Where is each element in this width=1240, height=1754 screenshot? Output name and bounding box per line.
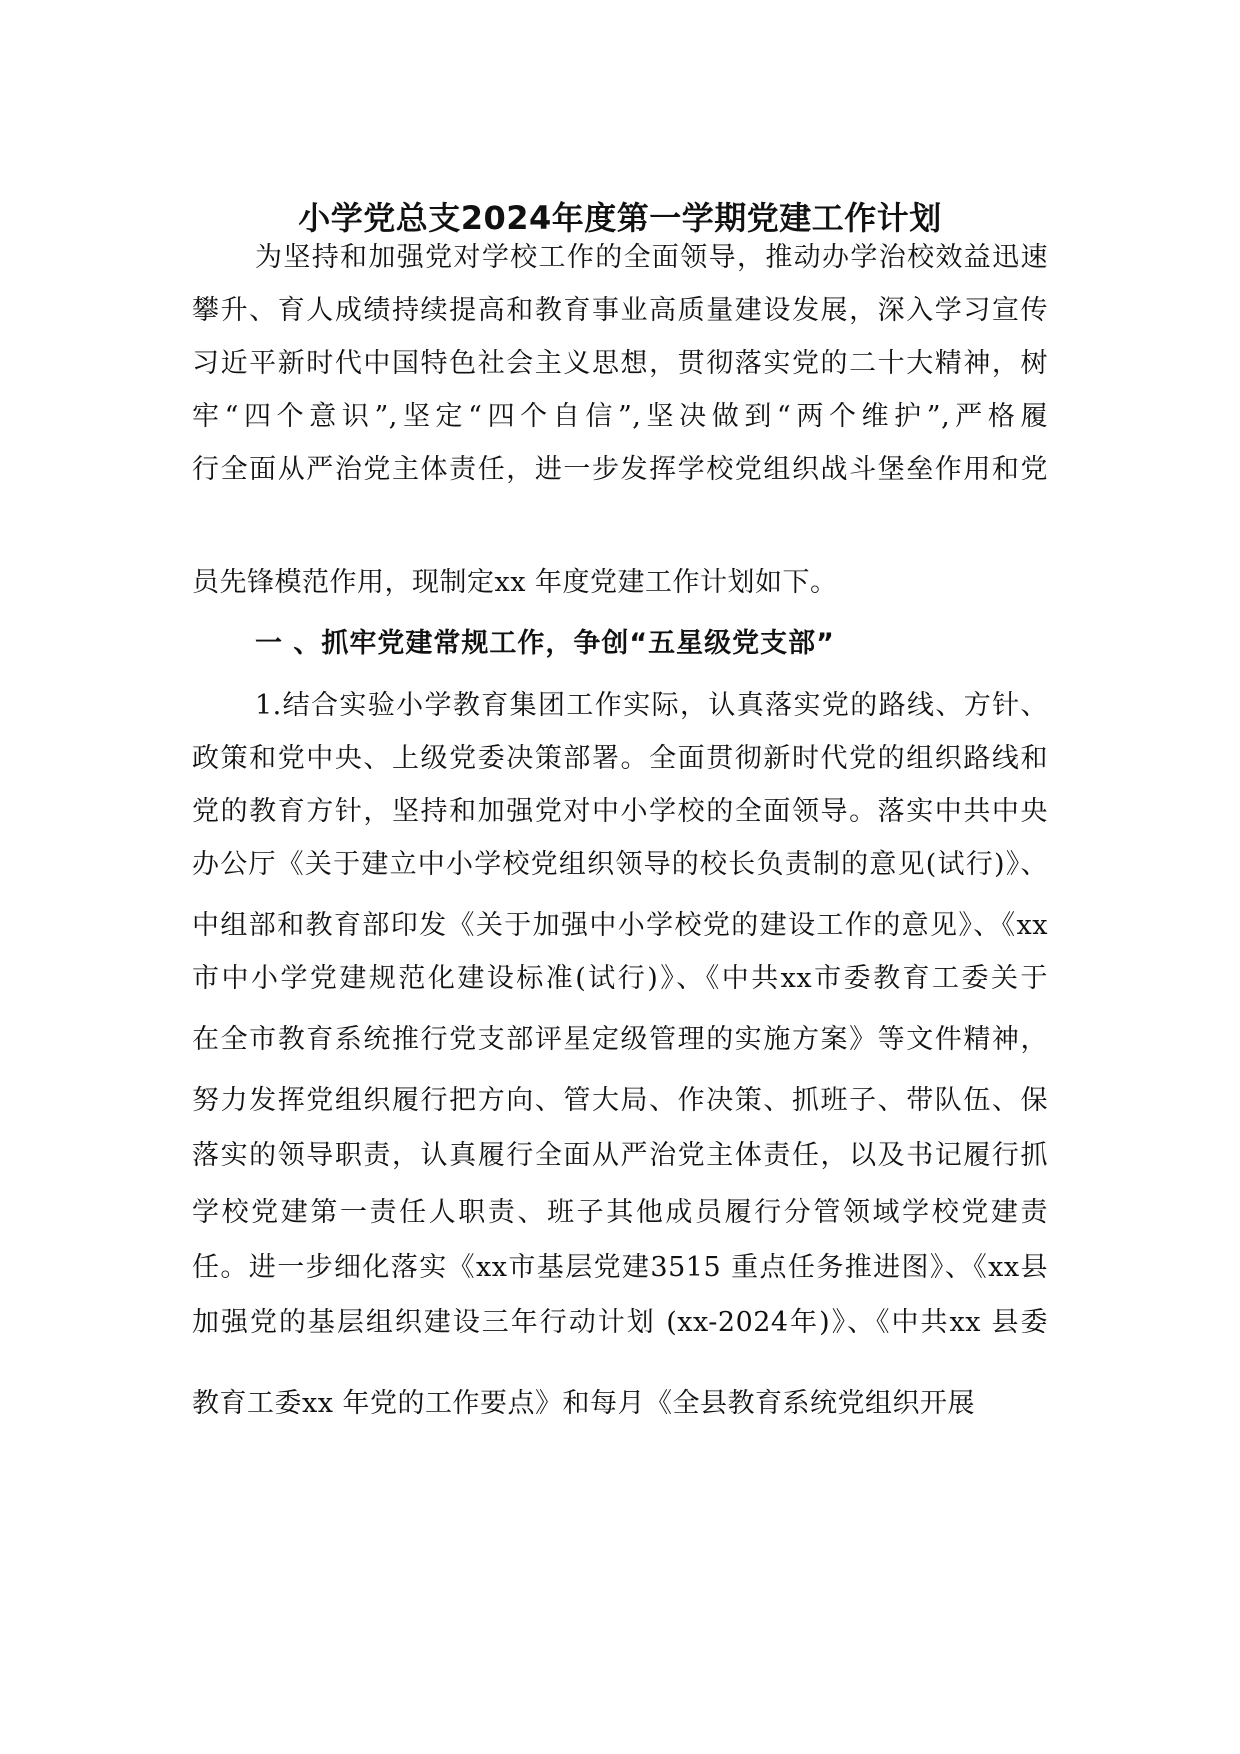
intro-line: 牢“四个意识”,坚定“四个自信”,坚决做到“两个维护”,严格履 xyxy=(192,401,1048,432)
section-heading: 一 、抓牢党建常规工作，争创“五星级党支部” xyxy=(255,628,835,659)
paragraph-line: 任。进一步细化落实《xx市基层党建3515 重点任务推进图》、《xx县 xyxy=(192,1252,1048,1283)
intro-line: 为坚持和加强党对学校工作的全面领导，推动办学治校效益迅速 xyxy=(255,242,1048,273)
paragraph-line: 落实的领导职责，认真履行全面从严治党主体责任，以及书记履行抓 xyxy=(192,1140,1048,1171)
intro-line: 攀升、育人成绩持续提高和教育事业高质量建设发展，深入学习宣传 xyxy=(192,295,1048,326)
intro-line: 习近平新时代中国特色社会主义思想，贯彻落实党的二十大精神，树 xyxy=(192,348,1048,379)
paragraph-line: 办公厅《关于建立中小学校党组织领导的校长负责制的意见(试行)》、 xyxy=(192,849,1048,880)
paragraph-line: 党的教育方针，坚持和加强党对中小学校的全面领导。落实中共中央 xyxy=(192,796,1048,827)
paragraph-line: 教育工委xx 年党的工作要点》和每月《全县教育系统党组织开展 xyxy=(192,1388,976,1419)
paragraph-line: 加强党的基层组织建设三年行动计划 (xx-2024年)》、《中共xx 县委 xyxy=(192,1307,1048,1338)
intro-line: 行全面从严治党主体责任，进一步发挥学校党组织战斗堡垒作用和党 xyxy=(192,454,1048,485)
paragraph-line: 学校党建第一责任人职责、班子其他成员履行分管领域学校党建责 xyxy=(192,1197,1048,1228)
paragraph-line: 中组部和教育部印发《关于加强中小学校党的建设工作的意见》、《xx xyxy=(192,910,1048,941)
paragraph-line: 1.结合实验小学教育集团工作实际，认真落实党的路线、方针、 xyxy=(255,690,1048,721)
paragraph-line: 市中小学党建规范化建设标准(试行)》、《中共xx市委教育工委关于 xyxy=(192,963,1048,994)
paragraph-line: 努力发挥党组织履行把方向、管大局、作决策、抓班子、带队伍、保 xyxy=(192,1085,1048,1116)
paragraph-line: 政策和党中央、上级党委决策部署。全面贯彻新时代党的组织路线和 xyxy=(192,743,1048,774)
document-title: 小学党总支2024年度第一学期党建工作计划 xyxy=(298,199,942,237)
paragraph-line: 在全市教育系统推行党支部评星定级管理的实施方案》等文件精神， xyxy=(192,1024,1048,1055)
intro-line: 员先锋模范作用，现制定xx 年度党建工作计划如下。 xyxy=(192,567,838,598)
